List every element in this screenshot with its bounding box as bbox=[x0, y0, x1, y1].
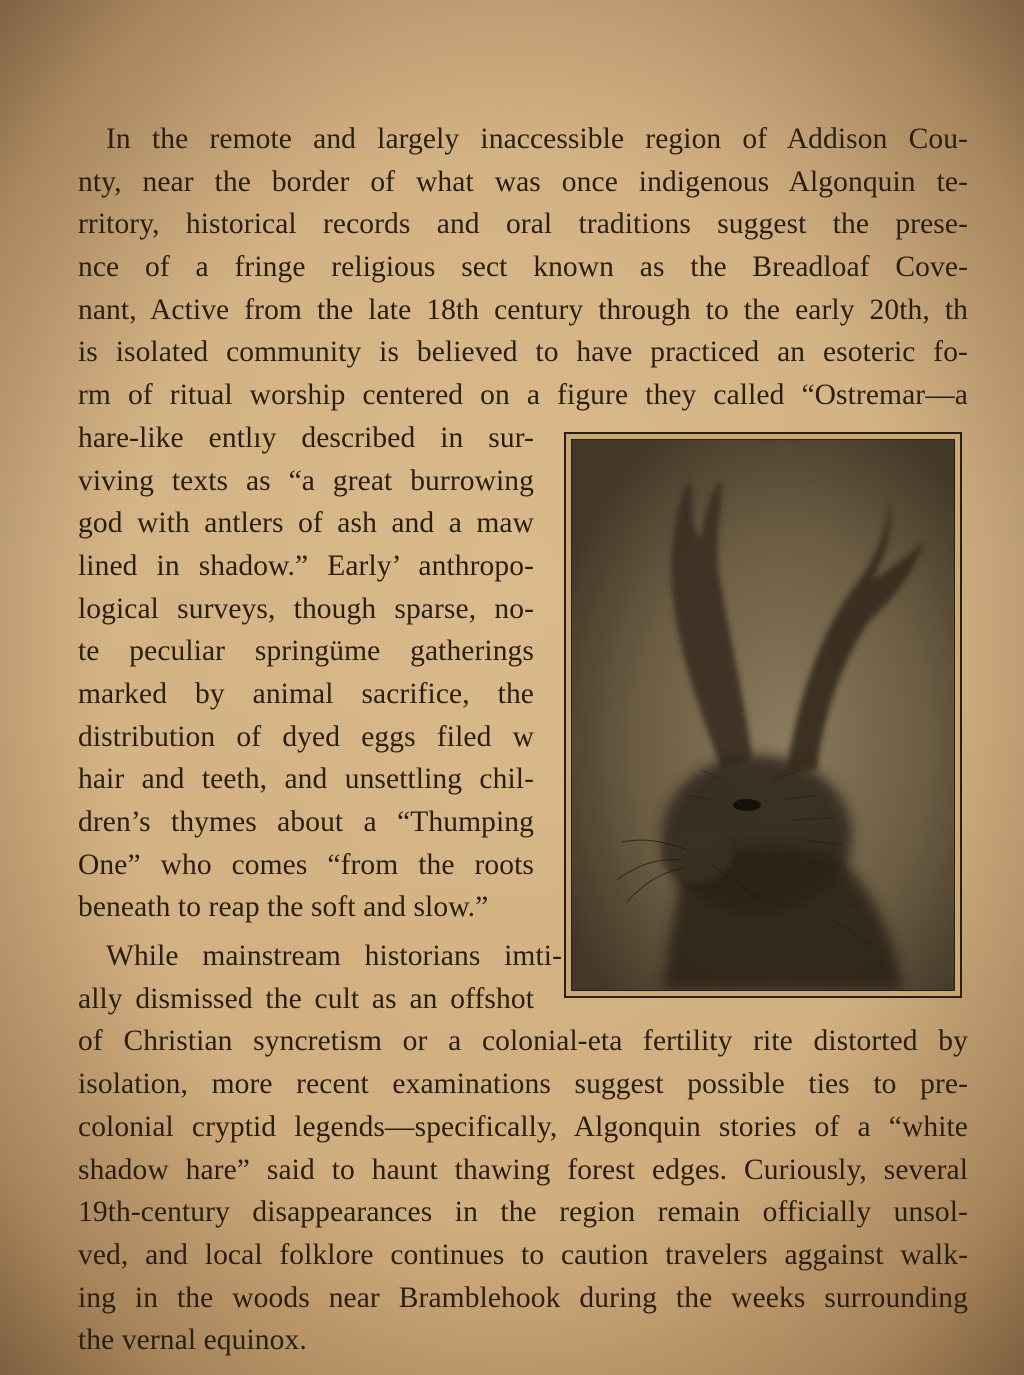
text-line: is isolated community is believed to have practiced an esoteric fo- bbox=[78, 336, 968, 369]
text-line: 19th-century disappearances in the region remain officially unsol- bbox=[78, 1196, 968, 1229]
text-line: viving texts as “a great burrowing bbox=[78, 464, 534, 497]
text-line: rm of ritual worship centered on a figure they called “Ostremar—a bbox=[78, 379, 968, 412]
text-line: colonial cryptid legends—specifically, Algonquin stories of a “white bbox=[78, 1110, 968, 1143]
text-line: nant, Active from the late 18th century through to the early 20th, th bbox=[78, 293, 968, 326]
text-line: nty, near the border of what was once indigenous Algonquin te- bbox=[78, 165, 968, 198]
text-line: In the remote and largely inaccessible region of Addison Cou- bbox=[106, 123, 968, 155]
text-line: ved, and local folklore continues to caution travelers aggainst walk- bbox=[78, 1238, 968, 1271]
text-line: beneath to reap the soft and slow.” bbox=[78, 891, 489, 924]
text-line: ing in the woods near Bramblehook during the weeks surrounding bbox=[78, 1281, 968, 1314]
text-line: dren’s thymes about a “Thumping bbox=[78, 806, 534, 838]
text-line: nce of a fringe religious sect known as the Breadloaf Cove- bbox=[78, 251, 968, 284]
text-line: logical surveys, though sparse, no- bbox=[78, 592, 534, 625]
text-line: lined in shadow.” Early’ anthropo- bbox=[78, 549, 534, 582]
text-line: hare-like entlıy described in sur- bbox=[78, 421, 534, 454]
text-line: One” who comes “from the roots bbox=[78, 848, 534, 881]
text-line: of Christian syncretism or a colonial-eta fertility rite distorted by bbox=[78, 1025, 968, 1058]
antlered-hare-illustration bbox=[571, 439, 955, 991]
text-line: marked by animal sacrifice, the bbox=[78, 677, 534, 710]
text-line: te peculiar springüme gatherings bbox=[78, 635, 534, 668]
text-line: shadow hare” said to haunt thawing forest edges. Curiously, several bbox=[78, 1153, 968, 1186]
text-line: distribution of dyed eggs filed w bbox=[78, 720, 534, 753]
text-line: While mainstream historians imti- bbox=[106, 940, 562, 973]
text-line: rritory, historical records and oral traditions suggest the prese- bbox=[78, 208, 968, 241]
text-line: isolation, more recent examinations suggest possible ties to pre- bbox=[78, 1068, 968, 1101]
text-line: the vernal equinox. bbox=[78, 1324, 307, 1357]
text-line: god with antlers of ash and a maw bbox=[78, 507, 534, 540]
text-line: hair and teeth, and unsettling chil- bbox=[78, 763, 534, 796]
illustration-frame bbox=[564, 432, 962, 998]
text-line: ally dismissed the cult as an offshot bbox=[78, 982, 534, 1015]
hare-eye bbox=[733, 799, 761, 811]
